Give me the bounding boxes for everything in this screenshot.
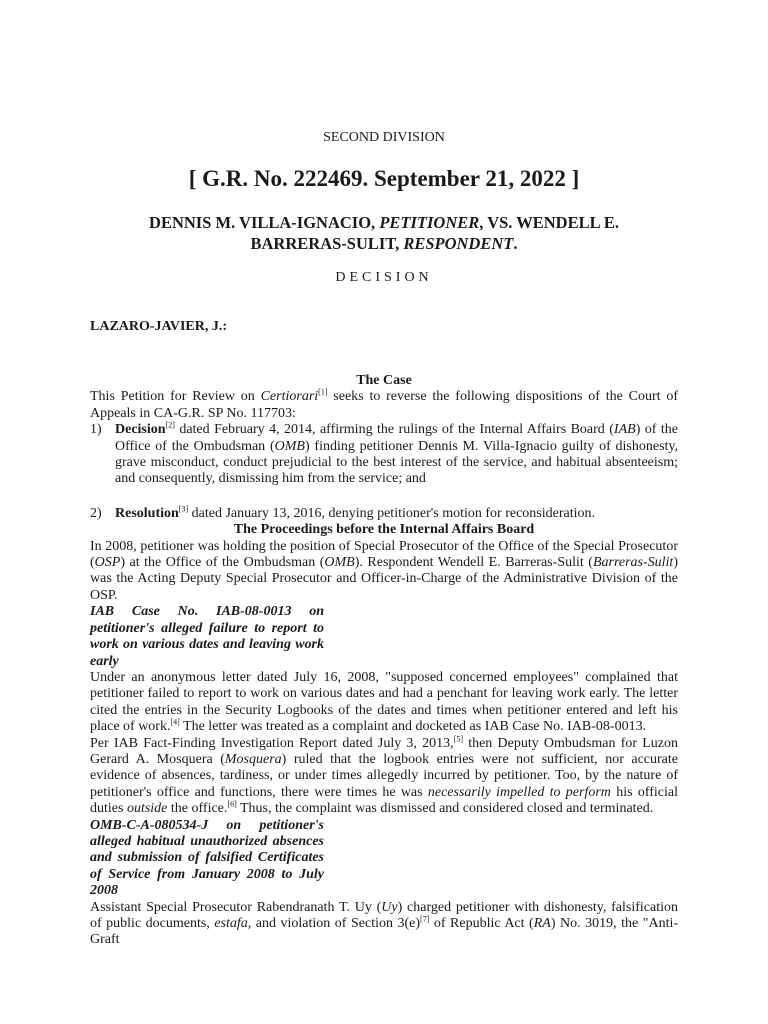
spacer — [90, 488, 678, 506]
subheading-iab-case: IAB Case No. IAB-08-0013 on petitioner's alleged failure to report to work on various dates and leaving work early — [90, 604, 324, 669]
decision-body — [90, 130, 678, 949]
footnote-ref-5[interactable]: [5] — [453, 733, 463, 743]
case-number-title: [ G.R. No. 222469. September 21, 2022 ] — [188, 166, 580, 191]
list-number: 2) — [90, 505, 102, 521]
case-parties — [90, 212, 678, 254]
decision-heading: DECISION — [335, 270, 433, 285]
section-title-proceedings: The Proceedings before the Internal Affairs Board — [233, 522, 535, 538]
footnote-ref-4[interactable]: [4] — [170, 717, 180, 727]
list-item: 1) Decision[2] dated February 4, 2014, affirming the rulings of the Internal Affairs Board (IAB) of the Office of the Ombudsman (OMB) finding petitioner Dennis M. Villa-Ignacio guilty of dishonesty, grave misconduct, conduct prejudicial to the best interest of the service, and habitual absenteeism; and consequently, dismissing him from the service; and — [90, 420, 679, 487]
subheading-omb-case: OMB-C-A-080534-J on petitioner's alleged habitual unauthorized absences and submission of falsified Certificates of Service from January 2008 to July 2008 — [90, 817, 324, 899]
division-label: SECOND DIVISION — [323, 130, 445, 145]
petitioner-name: DENNIS M. VILLA-IGNACIO, — [149, 213, 376, 232]
parties-period: . — [513, 234, 518, 253]
proceedings-paragraph: Under an anonymous letter dated July 16, 2008, "supposed concerned employees" complained that petitioner failed to report to work on various dates and had a penchant for leaving work early. The letter cited the entries in the Security Logbooks of the dates and times when petitioner entered and left his place of work.[4] The letter was treated as a complaint and docketed as IAB Case No. IAB-08-0013. — [90, 669, 678, 735]
respondent-name: BARRERAS-SULIT, — [250, 234, 400, 253]
proceedings-paragraph: Assistant Special Prosecutor Rabendranath T. Uy (Uy) charged petitioner with dishonesty, falsification of public documents, estafa, and violation of Section 3(e)[7] of Republic Act (RA) No. 3019, the "Anti-Graft — [90, 899, 679, 948]
footnote-ref-7[interactable]: [7] — [420, 914, 430, 924]
footnote-ref-6[interactable]: [6] — [227, 799, 237, 809]
petitioner-role: PETITIONER — [379, 213, 480, 232]
footnote-ref-1[interactable]: [1] — [318, 387, 328, 397]
footnote-ref-2[interactable]: [2] — [165, 420, 175, 430]
respondent-role: RESPONDENT — [403, 234, 514, 253]
ponente: LAZARO-JAVIER, J.: — [90, 319, 228, 334]
proceedings-paragraph: Per IAB Fact-Finding Investigation Report dated July 3, 2013,[5] then Deputy Ombudsman for Luzon Gerard A. Mosquera (Mosquera) ruled that the logbook entries were not sufficient, nor accurate evidence of absences, tardiness, or under times allegedly incurred by petitioner. Too, by the nature of petitioner's office and functions, there were times he was necessarily impelled to perform his official duties outside the office.[6] Thus, the complaint was dismissed and considered closed and terminated. — [90, 733, 678, 817]
proceedings-paragraph: In 2008, petitioner was holding the position of Special Prosecutor of the Office of the Special Prosecutor (OSP) at the Office of the Ombudsman (OMB). Respondent Wendell E. Barreras-Sulit (Barreras-Sulit) was the Acting Deputy Special Prosecutor and Officer-in-Charge of the Administrative Division of the OSP. — [90, 538, 678, 603]
list-number: 1) — [90, 422, 102, 438]
section-title-the-case: The Case — [356, 373, 412, 388]
footnote-ref-3[interactable]: [3] — [178, 504, 189, 514]
list-item: 2) Resolution[3] dated January 13, 2016, denying petitioner's motion for reconsideration. — [90, 504, 595, 521]
case-intro-paragraph: This Petition for Review on Certiorari[1] seeks to reverse the following dispositions of the Court of Appeals in CA-G.R. SP No. 117703: — [90, 387, 678, 421]
versus-text: , VS. WENDELL E. — [479, 213, 619, 232]
